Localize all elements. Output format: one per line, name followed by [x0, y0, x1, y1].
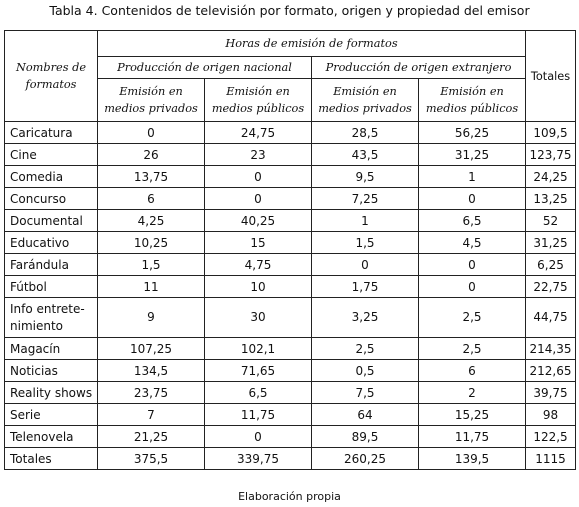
- caption-label: Tabla 4.: [49, 3, 98, 18]
- value-cell: 0,5: [312, 360, 419, 382]
- value-cell: 102,1: [205, 338, 312, 360]
- table-row: [5, 166, 576, 188]
- column-header: [312, 79, 419, 122]
- value-cell: 1,5: [312, 232, 419, 254]
- value-cell: 71,65: [205, 360, 312, 382]
- value-cell: 11,75: [419, 426, 526, 448]
- table-row: [5, 210, 576, 232]
- group-top-label: Horas de emisión de formatos: [225, 37, 398, 50]
- table-row: [5, 188, 576, 210]
- value-cell: 6: [419, 360, 526, 382]
- table-row: [5, 232, 576, 254]
- total-cell: 13,25: [526, 188, 576, 210]
- row-label: Totales: [5, 448, 98, 470]
- value-cell: 28,5: [312, 122, 419, 144]
- column-header-label: Emisión en medios públicos: [425, 85, 519, 115]
- row-label: Fútbol: [5, 276, 98, 298]
- value-cell: 56,25: [419, 122, 526, 144]
- value-cell: 0: [205, 166, 312, 188]
- row-label: Farándula: [5, 254, 98, 276]
- value-cell: 6,5: [205, 382, 312, 404]
- total-cell: 52: [526, 210, 576, 232]
- total-cell: 31,25: [526, 232, 576, 254]
- row-label: Comedia: [5, 166, 98, 188]
- value-cell: 339,75: [205, 448, 312, 470]
- value-cell: 0: [419, 254, 526, 276]
- value-cell: 2: [419, 382, 526, 404]
- value-cell: 13,75: [98, 166, 205, 188]
- value-cell: 31,25: [419, 144, 526, 166]
- value-cell: 10: [205, 276, 312, 298]
- table-row: [5, 338, 576, 360]
- value-cell: 0: [312, 254, 419, 276]
- value-cell: 24,75: [205, 122, 312, 144]
- column-header: [205, 79, 312, 122]
- row-label: Educativo: [5, 232, 98, 254]
- value-cell: 4,25: [98, 210, 205, 232]
- value-cell: 2,5: [419, 298, 526, 338]
- table-row: [5, 276, 576, 298]
- group-extranjero-header: [312, 57, 526, 79]
- row-header-label: Nombres de formatos: [15, 61, 87, 91]
- value-cell: 9,5: [312, 166, 419, 188]
- total-cell: 24,25: [526, 166, 576, 188]
- value-cell: 0: [419, 276, 526, 298]
- group-top-header: [98, 31, 526, 57]
- row-label: Telenovela: [5, 426, 98, 448]
- value-cell: 107,25: [98, 338, 205, 360]
- row-label: Documental: [5, 210, 98, 232]
- table-row: [5, 144, 576, 166]
- total-cell: 22,75: [526, 276, 576, 298]
- row-label: Concurso: [5, 188, 98, 210]
- total-cell: 39,75: [526, 382, 576, 404]
- source-note: Elaboración propia: [238, 490, 341, 503]
- value-cell: 7: [98, 404, 205, 426]
- data-table: [4, 30, 576, 470]
- table-caption: [0, 3, 579, 18]
- value-cell: 1: [312, 210, 419, 232]
- value-cell: 1: [419, 166, 526, 188]
- group-nacional-label: Producción de origen nacional: [117, 61, 292, 74]
- value-cell: 260,25: [312, 448, 419, 470]
- value-cell: 0: [205, 426, 312, 448]
- column-header: [98, 79, 205, 122]
- value-cell: 9: [98, 298, 205, 338]
- value-cell: 4,5: [419, 232, 526, 254]
- total-cell: 123,75: [526, 144, 576, 166]
- column-header: [419, 79, 526, 122]
- totales-header: [526, 31, 576, 122]
- row-label: Serie: [5, 404, 98, 426]
- value-cell: 7,5: [312, 382, 419, 404]
- row-label: Noticias: [5, 360, 98, 382]
- caption-text: Contenidos de televisión por formato, origen y propiedad del emisor: [101, 3, 530, 18]
- table-row: [5, 448, 576, 470]
- row-label: Reality shows: [5, 382, 98, 404]
- table-row: [5, 298, 576, 338]
- total-cell: 109,5: [526, 122, 576, 144]
- total-cell: 1115: [526, 448, 576, 470]
- value-cell: 7,25: [312, 188, 419, 210]
- value-cell: 21,25: [98, 426, 205, 448]
- value-cell: 139,5: [419, 448, 526, 470]
- value-cell: 10,25: [98, 232, 205, 254]
- value-cell: 11: [98, 276, 205, 298]
- value-cell: 89,5: [312, 426, 419, 448]
- value-cell: 0: [419, 188, 526, 210]
- row-label: Magacín: [5, 338, 98, 360]
- table-row: [5, 254, 576, 276]
- value-cell: 0: [98, 122, 205, 144]
- total-cell: 122,5: [526, 426, 576, 448]
- table-row: [5, 382, 576, 404]
- value-cell: 30: [205, 298, 312, 338]
- row-label: Cine: [5, 144, 98, 166]
- value-cell: 4,75: [205, 254, 312, 276]
- total-cell: 214,35: [526, 338, 576, 360]
- value-cell: 15: [205, 232, 312, 254]
- value-cell: 40,25: [205, 210, 312, 232]
- value-cell: 11,75: [205, 404, 312, 426]
- row-label: Info entrete- nimiento: [5, 298, 98, 338]
- value-cell: 3,25: [312, 298, 419, 338]
- column-header-label: Emisión en medios privados: [318, 85, 412, 115]
- group-nacional-header: [98, 57, 312, 79]
- value-cell: 23,75: [98, 382, 205, 404]
- total-cell: 212,65: [526, 360, 576, 382]
- total-cell: 6,25: [526, 254, 576, 276]
- row-header-cell: [5, 31, 98, 122]
- value-cell: 43,5: [312, 144, 419, 166]
- value-cell: 26: [98, 144, 205, 166]
- column-header-label: Emisión en medios privados: [104, 85, 198, 115]
- total-cell: 44,75: [526, 298, 576, 338]
- row-label: Caricatura: [5, 122, 98, 144]
- value-cell: 15,25: [419, 404, 526, 426]
- value-cell: 0: [205, 188, 312, 210]
- group-extranjero-label: Producción de origen extranjero: [325, 61, 512, 74]
- table-row: [5, 426, 576, 448]
- column-header-label: Emisión en medios públicos: [211, 85, 305, 115]
- table-row: [5, 404, 576, 426]
- value-cell: 375,5: [98, 448, 205, 470]
- totales-header-label: Totales: [530, 69, 571, 83]
- value-cell: 23: [205, 144, 312, 166]
- value-cell: 2,5: [419, 338, 526, 360]
- value-cell: 1,75: [312, 276, 419, 298]
- value-cell: 2,5: [312, 338, 419, 360]
- value-cell: 6,5: [419, 210, 526, 232]
- table-body: [5, 122, 576, 470]
- value-cell: 64: [312, 404, 419, 426]
- value-cell: 1,5: [98, 254, 205, 276]
- value-cell: 6: [98, 188, 205, 210]
- table-row: [5, 360, 576, 382]
- total-cell: 98: [526, 404, 576, 426]
- value-cell: 134,5: [98, 360, 205, 382]
- table-row: [5, 122, 576, 144]
